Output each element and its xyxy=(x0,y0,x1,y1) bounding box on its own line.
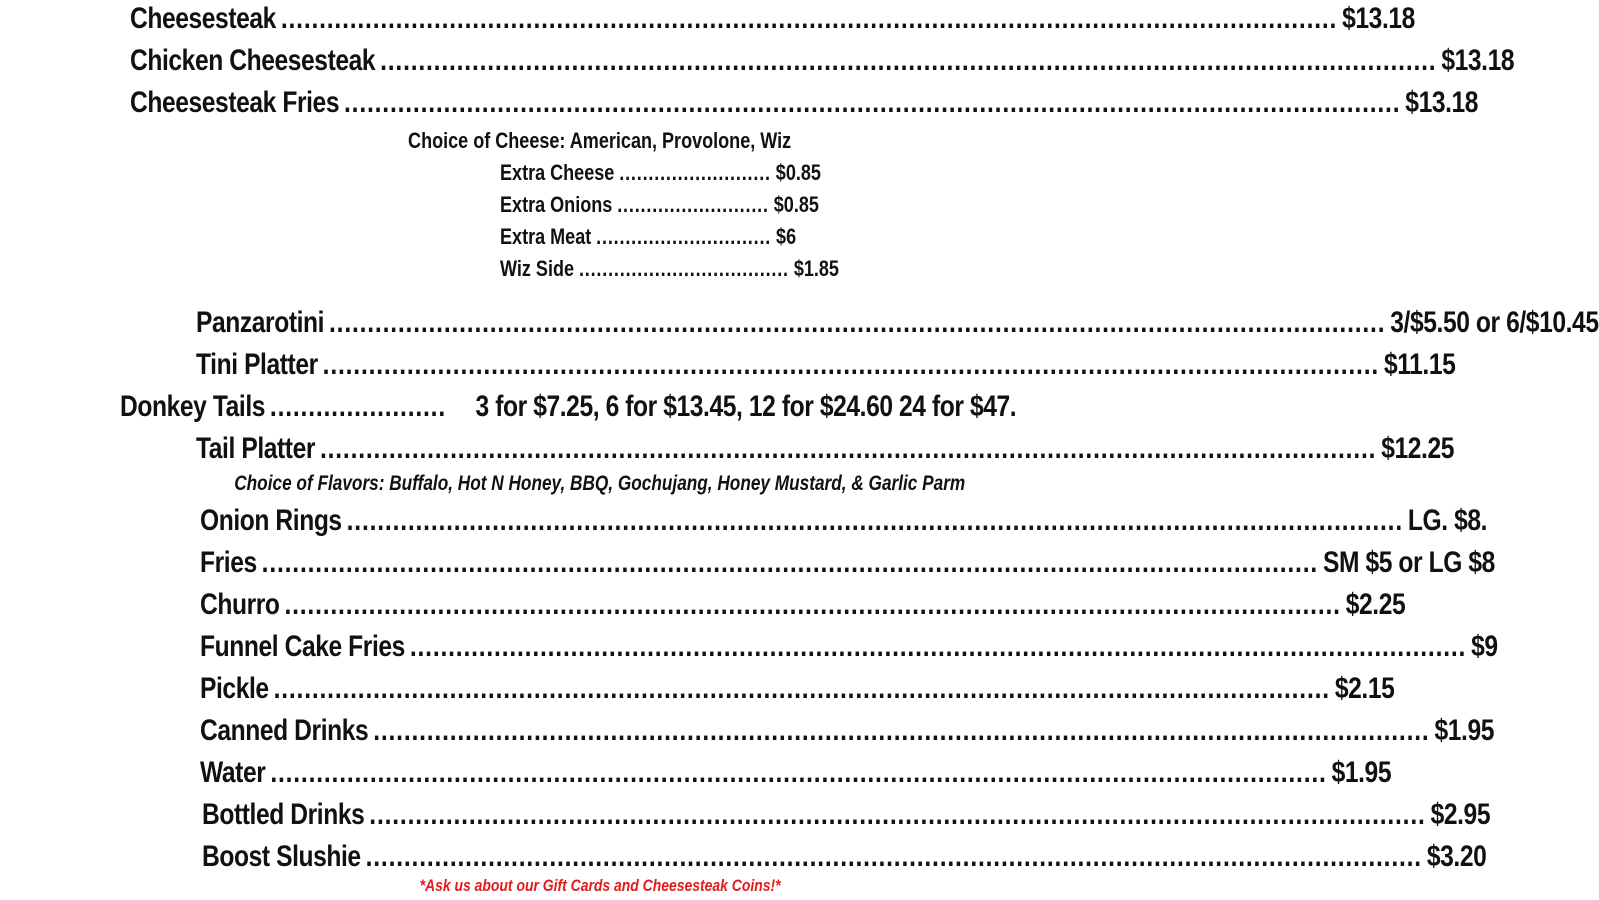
item-name: Fries xyxy=(200,546,257,579)
item-name: Cheesesteak xyxy=(130,2,276,35)
dot-leader: .......................................................................................................................................... xyxy=(329,306,1386,339)
item-price: $13.18 xyxy=(1441,44,1515,77)
menu-item-water xyxy=(200,756,1392,790)
flavor-choice-text: Choice of Flavors: Buffalo, Hot N Honey, BBQ, Gochujang, Honey Mustard, & Garlic Parm xyxy=(234,472,966,495)
item-name: Water xyxy=(200,756,266,789)
item-price: $13.18 xyxy=(1342,2,1415,35)
dot-leader: .......................................................................................................................................... xyxy=(273,672,1330,705)
menu-item-canned-drinks xyxy=(200,714,1494,748)
item-name: Donkey Tails xyxy=(120,390,266,423)
dot-leader: .......................................................................................................................................... xyxy=(319,432,1377,465)
menu-item-churro xyxy=(200,588,1406,622)
item-name: Extra Cheese xyxy=(500,160,615,185)
dot-leader: .............................. xyxy=(596,224,772,249)
item-name: Chicken Cheesesteak xyxy=(130,44,376,77)
dot-leader: .......................................................................................................................................... xyxy=(373,714,1430,747)
item-price: $6 xyxy=(776,224,797,249)
item-price: $0.85 xyxy=(773,192,819,217)
dot-leader: .......................................................................................................................................... xyxy=(280,2,1338,35)
item-name: Tail Platter xyxy=(196,432,316,465)
menu-item-funnel-cake-fries xyxy=(200,630,1498,664)
item-name: Bottled Drinks xyxy=(202,798,365,831)
item-price: $0.85 xyxy=(775,160,821,185)
menu-item-pickle xyxy=(200,672,1395,706)
dot-leader: .......................................................................................................................................... xyxy=(380,44,1437,77)
menu-item-cheesesteak xyxy=(130,2,1415,36)
item-name: Cheesesteak Fries xyxy=(130,86,340,119)
item-name: Extra Meat xyxy=(500,224,592,249)
dot-leader: .......................................................................................................................................... xyxy=(322,348,1380,381)
item-name: Churro xyxy=(200,588,280,621)
item-price: SM $5 or LG $8 xyxy=(1322,546,1495,579)
item-price: $2.95 xyxy=(1430,798,1491,831)
menu-item-fries xyxy=(200,546,1495,580)
menu-item-panzarotini xyxy=(196,306,1599,340)
item-name: Canned Drinks xyxy=(200,714,369,747)
item-price: $11.15 xyxy=(1383,348,1456,381)
dot-leader: .......................................................................................................................................... xyxy=(346,504,1403,537)
item-name: Panzarotini xyxy=(196,306,325,339)
item-price: 3 for $7.25, 6 for $13.45, 12 for $24.60 24 for $47. xyxy=(475,390,1017,423)
extra-item-wiz-side xyxy=(500,256,839,282)
item-price: $1.95 xyxy=(1331,756,1392,789)
dot-leader: ....................... xyxy=(269,390,447,423)
dot-leader: .......................................................................................................................................... xyxy=(344,86,1401,119)
cheese-choice-note xyxy=(0,128,1200,154)
extra-item-meat xyxy=(500,224,797,250)
menu-item-onion-rings xyxy=(200,504,1488,538)
item-price: $9 xyxy=(1471,630,1498,663)
item-price: LG. $8. xyxy=(1407,504,1488,537)
item-name: Extra Onions xyxy=(500,192,613,217)
gift-card-note xyxy=(0,876,1200,896)
menu-item-chicken-cheesesteak xyxy=(130,44,1515,78)
dot-leader: .......................................................................................................................................... xyxy=(284,588,1341,621)
menu-item-tini-platter xyxy=(196,348,1456,382)
item-name: Pickle xyxy=(200,672,269,705)
item-price: $13.18 xyxy=(1405,86,1479,119)
dot-leader: .......................................................................................................................................... xyxy=(261,546,1319,579)
flavor-choice-note xyxy=(0,472,1200,496)
dot-leader: .......................................................................................................................................... xyxy=(365,840,1422,873)
menu-item-bottled-drinks xyxy=(202,798,1491,832)
item-name: Funnel Cake Fries xyxy=(200,630,405,663)
item-price: 3/$5.50 or 6/$10.45 xyxy=(1390,306,1599,339)
menu-item-tail-platter xyxy=(196,432,1455,466)
gift-card-text: *Ask us about our Gift Cards and Cheesesteak Coins!* xyxy=(419,876,781,895)
menu-item-donkey-tails xyxy=(120,390,1079,424)
extra-item-onions xyxy=(500,192,819,218)
menu-item-cheesesteak-fries xyxy=(130,86,1479,120)
dot-leader: .......................................................................................................................................... xyxy=(409,630,1467,663)
dot-leader: .......................................................................................................................................... xyxy=(270,756,1327,789)
dot-leader: .......................... xyxy=(619,160,771,185)
item-price: $12.25 xyxy=(1381,432,1455,465)
item-name: Onion Rings xyxy=(200,504,342,537)
item-price: $3.20 xyxy=(1426,840,1487,873)
extra-item-cheese xyxy=(500,160,821,186)
item-price: $1.85 xyxy=(793,256,839,281)
dot-leader: .......................... xyxy=(617,192,769,217)
item-name: Wiz Side xyxy=(500,256,575,281)
item-price: $2.15 xyxy=(1334,672,1395,705)
dot-leader: .................................... xyxy=(578,256,789,281)
item-name: Boost Slushie xyxy=(202,840,361,873)
item-name: Tini Platter xyxy=(196,348,318,381)
menu-item-boost-slushie xyxy=(202,840,1487,874)
dot-leader: .......................................................................................................................................... xyxy=(369,798,1426,831)
cheese-choice-text: Choice of Cheese: American, Provolone, Wiz xyxy=(408,128,792,153)
item-price: $2.25 xyxy=(1345,588,1406,621)
item-price: $1.95 xyxy=(1434,714,1494,747)
